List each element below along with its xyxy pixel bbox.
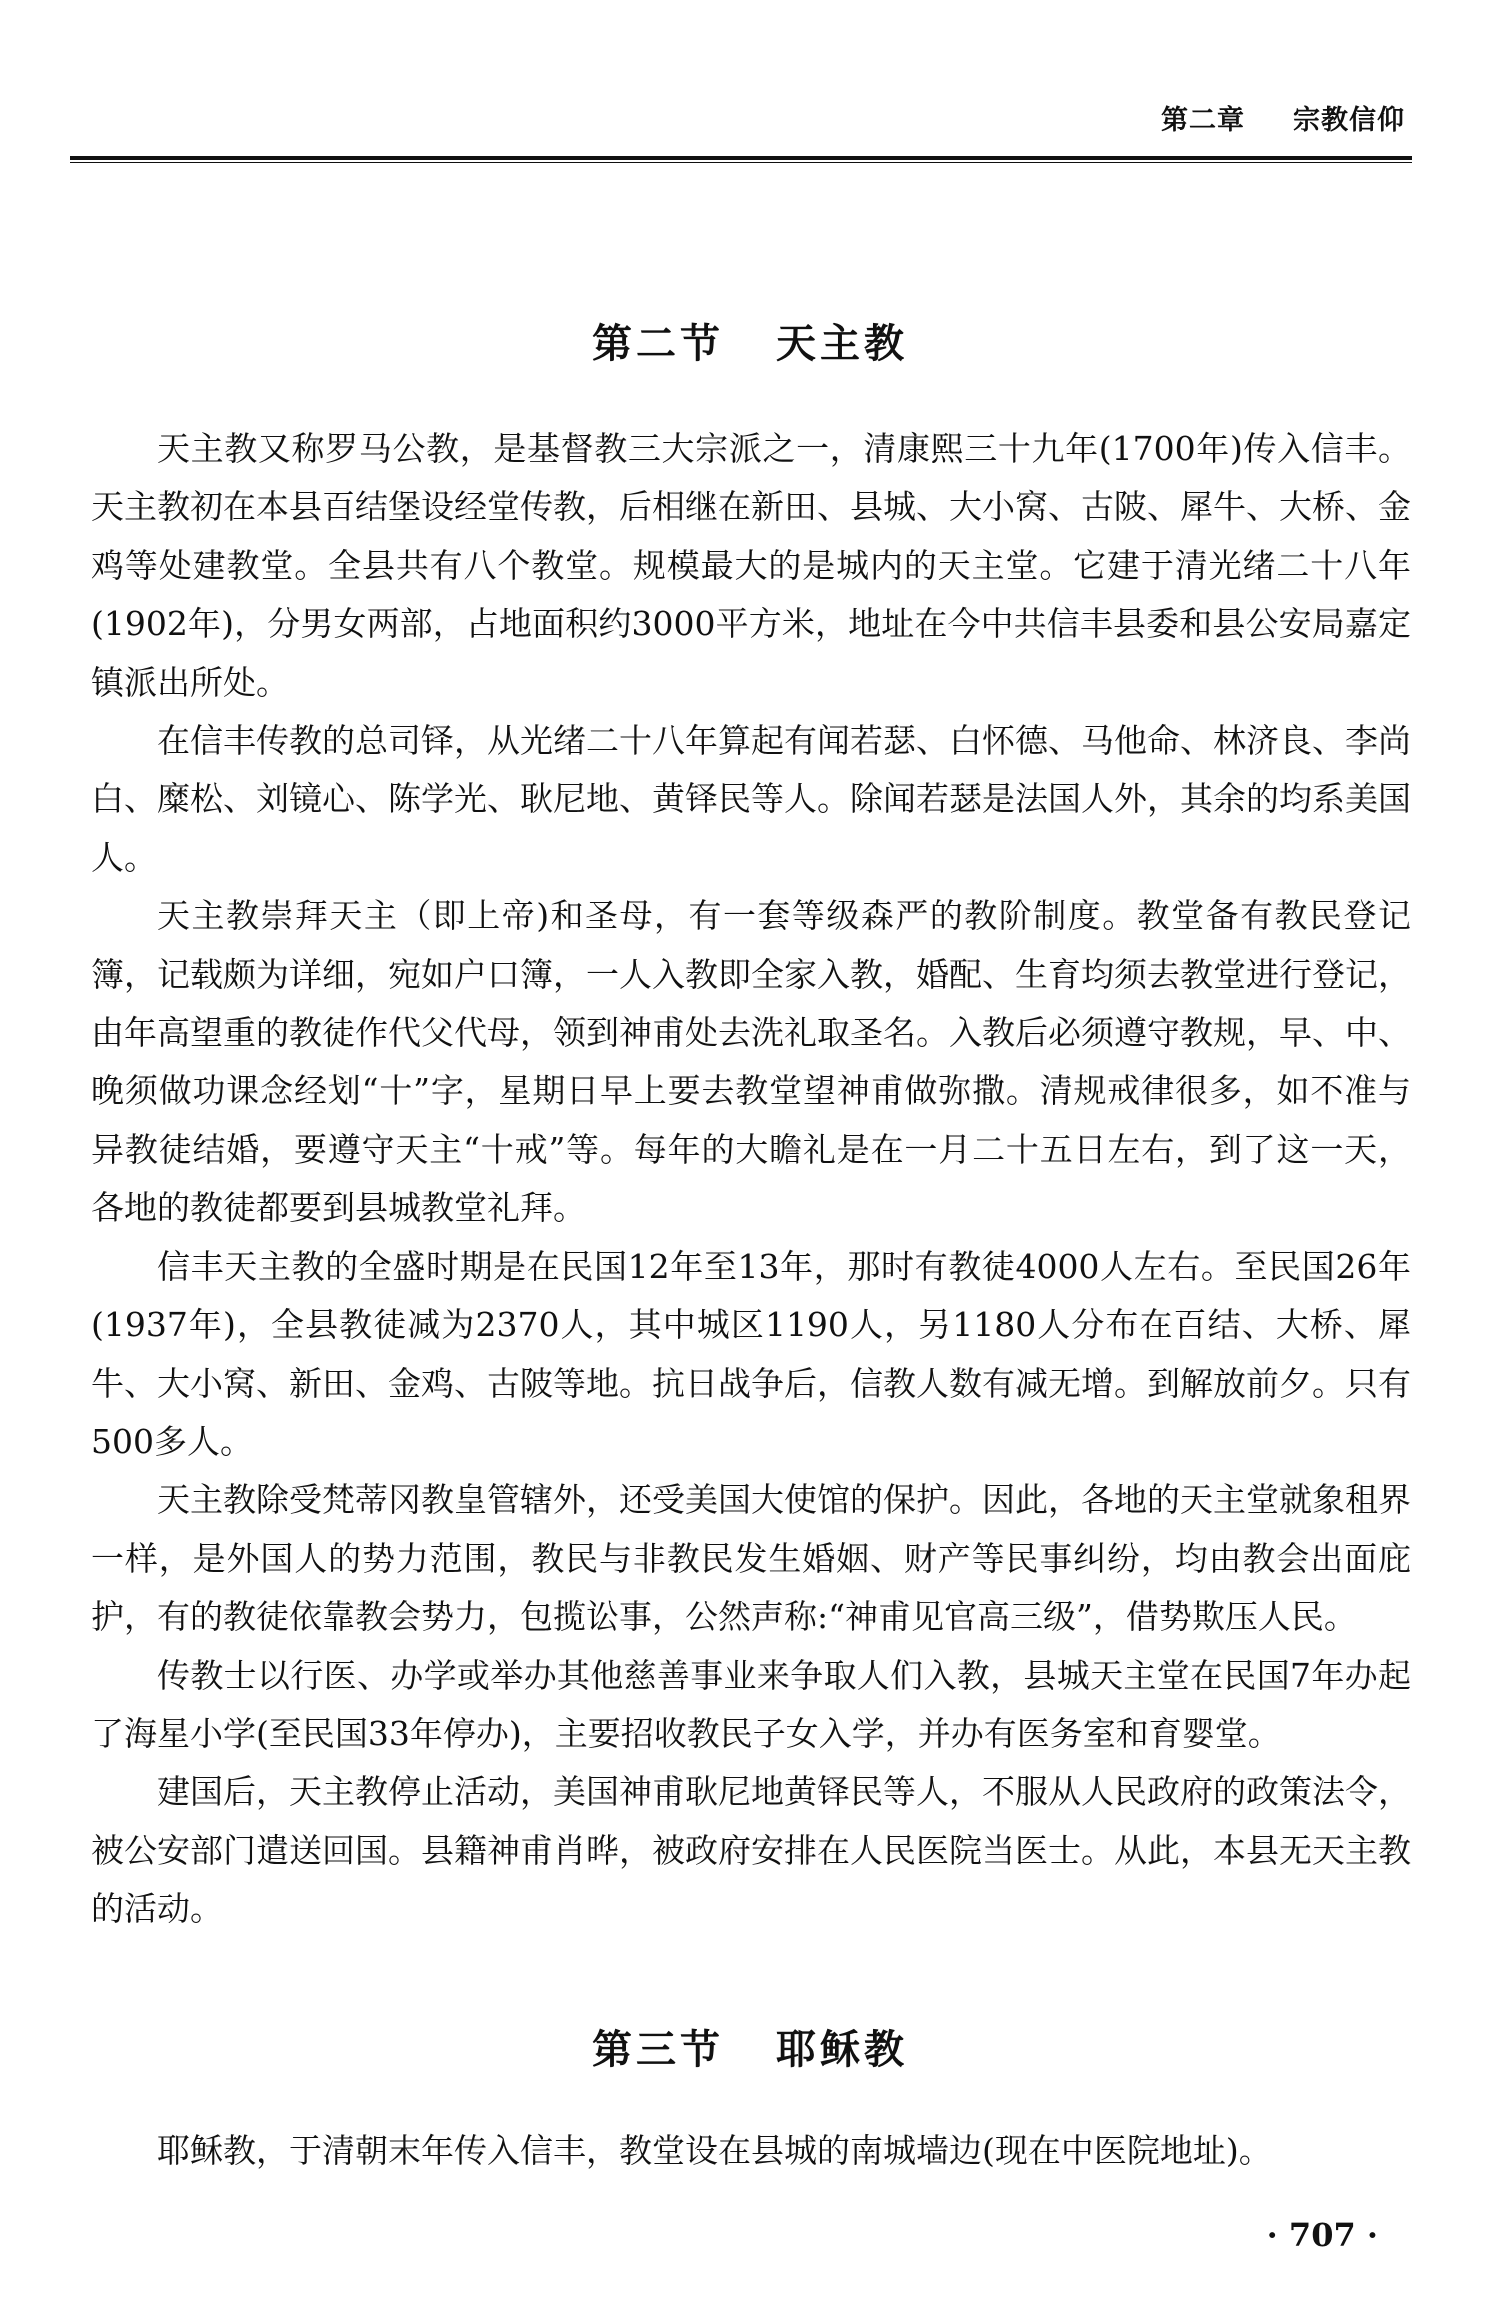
- section-title: 耶稣教: [776, 2026, 908, 2073]
- header-rule: [70, 156, 1412, 163]
- paragraph: 天主教除受梵蒂冈教皇管辖外，还受美国大使馆的保护。因此，各地的天主堂就象租界一样，是外国人的势力范围，教民与非教民发生婚姻、财产等民事纠纷，均由教会出面庇护，有的教徒依靠教会势力，包揽讼事，公然声称:“神甫见官高三级”，借势欺压人民。: [91, 1480, 1411, 1637]
- paragraph: 信丰天主教的全盛时期是在民国12年至13年，那时有教徒4000人左右。至民国26年(1937年)，全县教徒减为2370人，其中城区1190人，另1180人分布在百结、大桥、犀牛、大小窝、新田、金鸡、古陂等地。抗日战争后，信教人数有减无增。到解放前夕。只有500多人。: [91, 1246, 1411, 1461]
- paragraph: 天主教崇拜天主（即上帝)和圣母，有一套等级森严的教阶制度。教堂备有教民登记簿，记载颇为详细，宛如户口簿，一人入教即全家入教，婚配、生育均须去教堂进行登记，由年高望重的教徒作代父代母，领到神甫处去洗礼取圣名。入教后必须遵守教规，早、中、晚须做功课念经划“十”字，星期日早上要去教堂望神甫做弥撒。清规戒律很多，如不准与异教徒结婚，要遵守天主“十戒”等。每年的大瞻礼是在一月二十五日左右，到了这一天，各地的教徒都要到县城教堂礼拜。: [91, 896, 1411, 1228]
- section-title: 天主教: [776, 320, 908, 367]
- paragraph: 在信丰传教的总司铎，从光绪二十八年算起有闻若瑟、白怀德、马他命、林济良、李尚白、糜松、刘镜心、陈学光、耿尼地、黄铎民等人。除闻若瑟是法国人外，其余的均系美国人。: [91, 721, 1411, 877]
- section-heading-catholic: [0, 312, 1500, 369]
- running-header-title: 宗教信仰: [1293, 105, 1405, 136]
- page-number: · 707 ·: [1266, 2216, 1378, 2254]
- section-body-protestant: [91, 2122, 1411, 2180]
- section-heading-protestant: [0, 2018, 1500, 2075]
- running-header: [1161, 98, 1405, 137]
- paragraph: 传教士以行医、办学或举办其他慈善事业来争取人们入教，县城天主堂在民国7年办起了海星小学(至民国33年停办)，主要招收教民子女入学，并办有医务室和育婴堂。: [91, 1655, 1411, 1753]
- running-header-chapter: 第二章: [1161, 105, 1245, 136]
- paragraph: 天主教又称罗马公教，是基督教三大宗派之一，清康熙三十九年(1700年)传入信丰。天主教初在本县百结堡设经堂传教，后相继在新田、县城、大小窝、古陂、犀牛、大桥、金鸡等处建教堂。全县共有八个教堂。规模最大的是城内的天主堂。它建于清光绪二十八年(1902年)，分男女两部，占地面积约3000平方米，地址在今中共信丰县委和县公安局嘉定镇派出所处。: [91, 429, 1411, 702]
- section-number: 第二节: [592, 320, 724, 367]
- paragraph: 建国后，天主教停止活动，美国神甫耿尼地黄铎民等人，不服从人民政府的政策法令，被公安部门遣送回国。县籍神甫肖晔，被政府安排在人民医院当医士。从此，本县无天主教的活动。: [91, 1772, 1411, 1929]
- paragraph: 耶稣教，于清朝末年传入信丰，教堂设在县城的南城墙边(现在中医院地址)。: [157, 2131, 1272, 2170]
- section-body-catholic: [91, 420, 1411, 1939]
- section-number: 第三节: [592, 2026, 724, 2073]
